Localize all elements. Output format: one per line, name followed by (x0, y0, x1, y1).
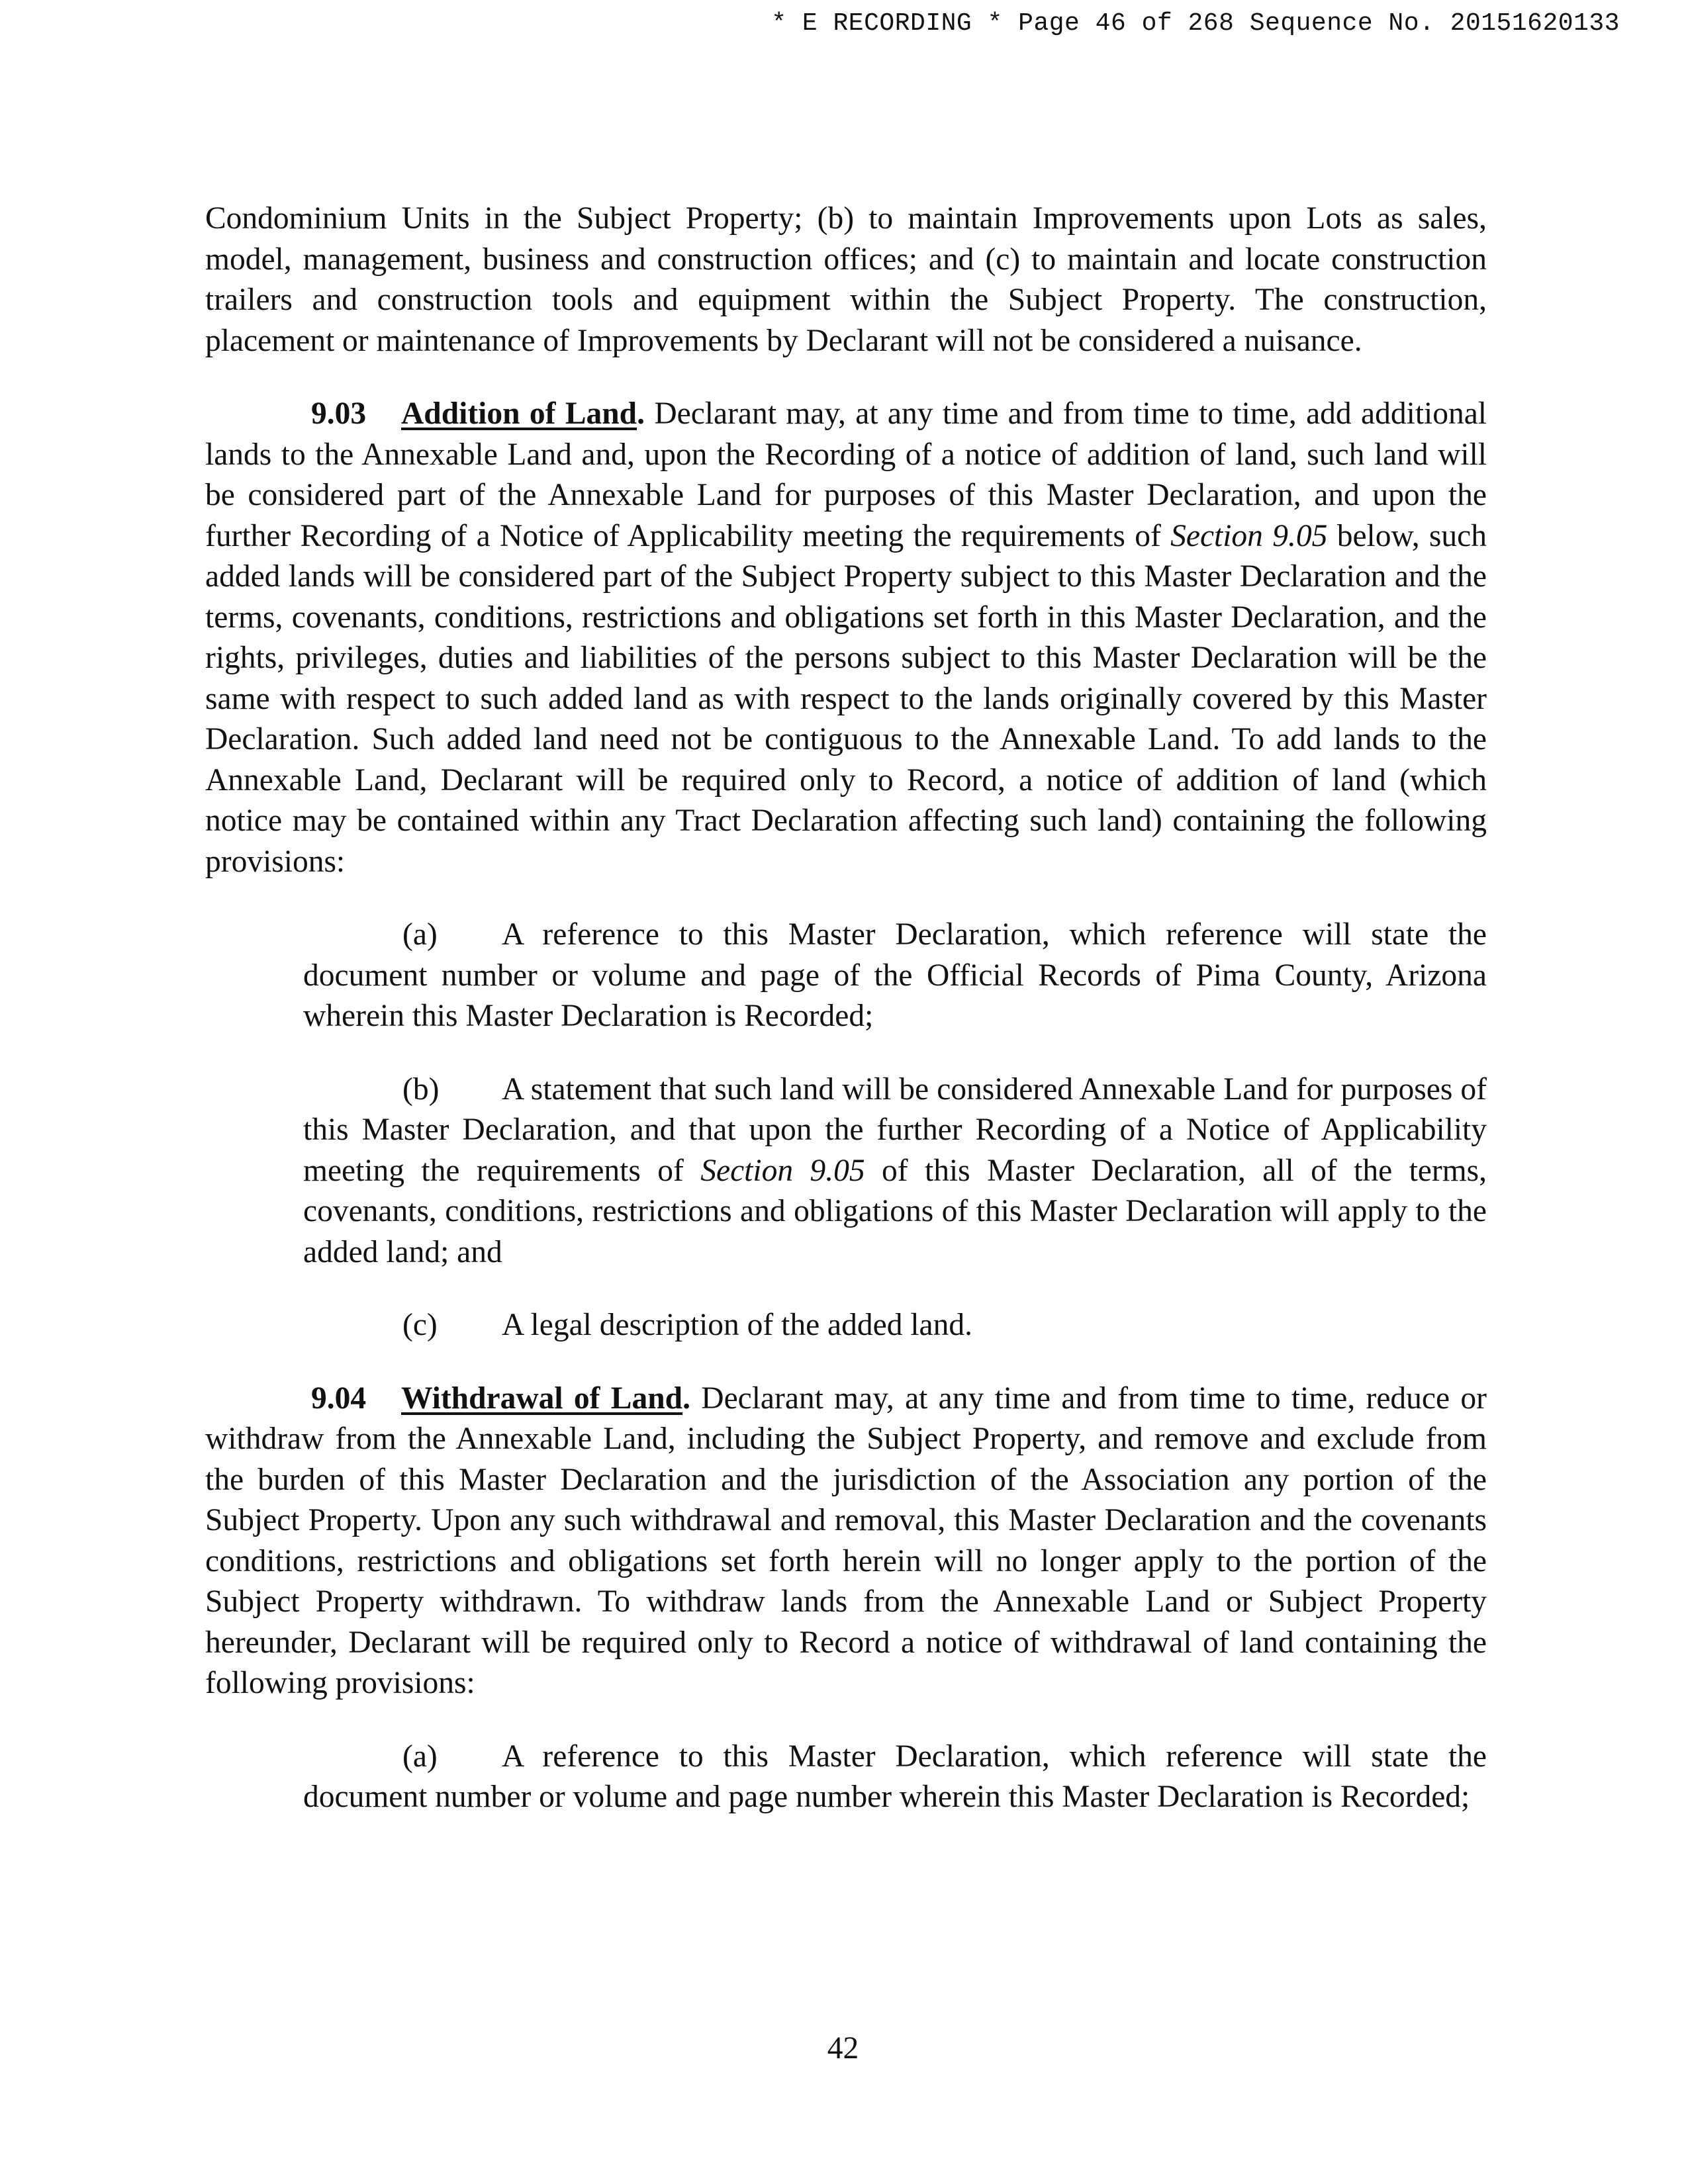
section-9-03-paragraph (205, 394, 1487, 882)
subsection-9-04-a (303, 1737, 1487, 1818)
subsection-9-03-b (303, 1069, 1487, 1273)
subsection-label: (a) (402, 917, 438, 952)
subsection-text: of this Master Declaration, all of the terms, covenants, conditions, restrictions and obligations of this Master Declaration will apply to the added land; and (303, 1153, 1487, 1269)
subsection-text: A reference to this Master Declaration, which reference will state the document number or volume and page number wherein this Master Declaration is Recorded; (303, 1739, 1487, 1814)
section-text: Declarant may, at any time and from time to time, reduce or withdraw from the Annexable Land, including the Subject Property, and remove and exclude from the burden of this Master Declaration and the jurisdiction of the Association any portion of the Subject Property. Upon any such withdrawal and removal, this Master Declaration and the covenants conditions, restrictions and obligations set forth herein will no longer apply to the portion of the Subject Property withdrawn. To withdraw lands from the Annexable Land or Subject Property hereunder, Declarant will be required only to Record a notice of withdrawal of land containing the following provisions: (205, 1381, 1487, 1700)
subsection-text: A legal description of the added land. (502, 1308, 972, 1342)
section-text: Declarant may, at any time and from time to time, add additional lands to the Annexable Land and, upon the Recording of a notice of addition of land, such land will be considered part of the Annexable Land for purposes of this Master Declaration, and upon the further Recording of a Notice of Applicability meeting the requirements of (205, 396, 1487, 553)
subsection-9-03-c (303, 1305, 1487, 1346)
subsection-9-03-a (303, 915, 1487, 1037)
section-reference: Section 9.05 (1170, 518, 1328, 553)
section-title-period: . (682, 1381, 690, 1416)
continuation-paragraph: Condominium Units in the Subject Property; (b) to maintain Improvements upon Lots as sales, model, management, business and construction offices; and (c) to maintain and locate construction trailers and construction tools and equipment within the Subject Property. The construction, placement or maintenance of Improvements by Declarant will not be considered a nuisance. (205, 201, 1487, 358)
section-9-04-paragraph (205, 1379, 1487, 1704)
recording-header: * E RECORDING * Page 46 of 268 Sequence No. 20151620133 (771, 9, 1620, 38)
subsection-label: (a) (402, 1739, 438, 1774)
section-text: below, such added lands will be considered part of the Subject Property subject to this Master Declaration and the terms, covenants, conditions, restrictions and obligations set forth in this Master Declaration, and the rights, privileges, duties and liabilities of the persons subject to this Master Declaration will be the same with respect to such added land as with respect to the lands originally covered by this Master Declaration. Such added land need not be contiguous to the Annexable Land. To add lands to the Annexable Land, Declarant will be required only to Record, a notice of addition of land (which notice may be contained within any Tract Declaration affecting such land) containing the following provisions: (205, 518, 1487, 879)
subsection-reference: Section 9.05 (700, 1153, 865, 1188)
subsection-text: A statement that such land will be considered Annexable Land for purposes of this Master Declaration, and that upon the further Recording of a Notice of Applicability meeting the requirements of (303, 1071, 1487, 1188)
subsection-label: (b) (402, 1071, 440, 1107)
section-title: Withdrawal of Land (401, 1381, 683, 1416)
section-number: 9.04 (311, 1381, 367, 1416)
subsection-label: (c) (402, 1308, 438, 1342)
section-title-period: . (637, 396, 645, 431)
subsection-text: A reference to this Master Declaration, which reference will state the document number or volume and page of the Official Records of Pima County, Arizona wherein this Master Declaration is Recorded; (303, 917, 1487, 1033)
page-number: 42 (827, 2031, 859, 2066)
section-number: 9.03 (311, 396, 367, 431)
section-title: Addition of Land (401, 396, 637, 431)
document-body (205, 199, 1487, 1850)
